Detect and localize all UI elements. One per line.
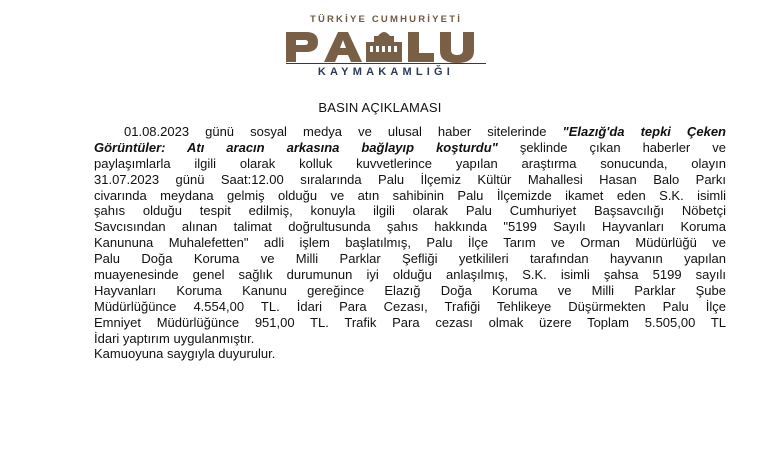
body-line: paylaşımlarla ilgili olarak kolluk kuvvetlerince yapılan araştırma sonucunda, olayın	[94, 155, 726, 171]
body-line: şahıs olduğu tespit edilmiş, konuyla ilgili olarak Palu Cumhuriyet Başsavcılığı Nöbetçi	[94, 203, 726, 219]
body-line: 01.08.2023 günü sosyal medya ve ulusal haber sitelerinde "Elazığ'da tepki Çeken	[124, 124, 726, 139]
body-line: Emniyet Müdürlüğünce 951,00 TL. Trafik Para cezası olmak üzere Toplam 5.505,00 TL	[94, 314, 726, 330]
document-title: BASIN AÇIKLAMASI	[318, 100, 442, 115]
body-line: 31.07.2023 günü Saat:12.00 sıralarında Palu İlçemiz Kültür Mahallesi Hasan Balo Parkı	[94, 171, 726, 187]
body-line: Palu Doğa Koruma ve Milli Parklar Şefliği yetkilileri tarafından hayvanın yapılan	[94, 251, 726, 267]
letterhead-logo	[274, 14, 498, 78]
body-line: Savcısından alınan talimat doğrultusunda şahıs hakkında "5199 Sayılı Hayvanları Koruma	[94, 219, 726, 235]
press-release-body	[94, 124, 726, 362]
body-line: Müdürlüğünce 4.554,00 TL. İdari Para Cezası, Trafiği Tehlikeye Düşürmekten Palu İlçe	[94, 298, 726, 314]
closing-line: Kamuoyuna saygıyla duyurulur.	[94, 346, 276, 362]
palu-wordmark-logo	[282, 28, 490, 64]
body-line: Kanununa Muhalefetten" adli işlem başlatılmış, Palu İlçe Tarım ve Orman Müdürlüğü ve	[94, 235, 726, 251]
letterhead-top-line: TÜRKİYE CUMHURİYETİ	[309, 14, 463, 25]
body-line: İdari yaptırım uygulanmıştır.	[94, 330, 255, 346]
body-line: Hayvanları Koruma Kanunu gereğince Elazığ Doğa Koruma ve Milli Parklar Şube	[94, 282, 726, 298]
body-line: civarında meydana gelmiş olduğu ve atın sahibinin Palu İlçemizde ikamet eden S.K. isimli	[94, 187, 726, 203]
body-line: muayenesinde genel sağlık durumunun iyi olduğu anlaşılmış, S.K. isimli şahsa 5199 sayılı	[94, 267, 726, 283]
letterhead-bottom-line: KAYMAKAMLIĞI	[317, 66, 455, 78]
quoted-headline: "Elazığ'da tepki Çeken	[562, 124, 726, 139]
quoted-headline: Görüntüler: Atı aracın arkasına bağlayıp koşturdu"	[94, 139, 498, 155]
body-line: Görüntüler: Atı aracın arkasına bağlayıp koşturdu" şeklinde çıkan haberler ve	[94, 139, 726, 155]
